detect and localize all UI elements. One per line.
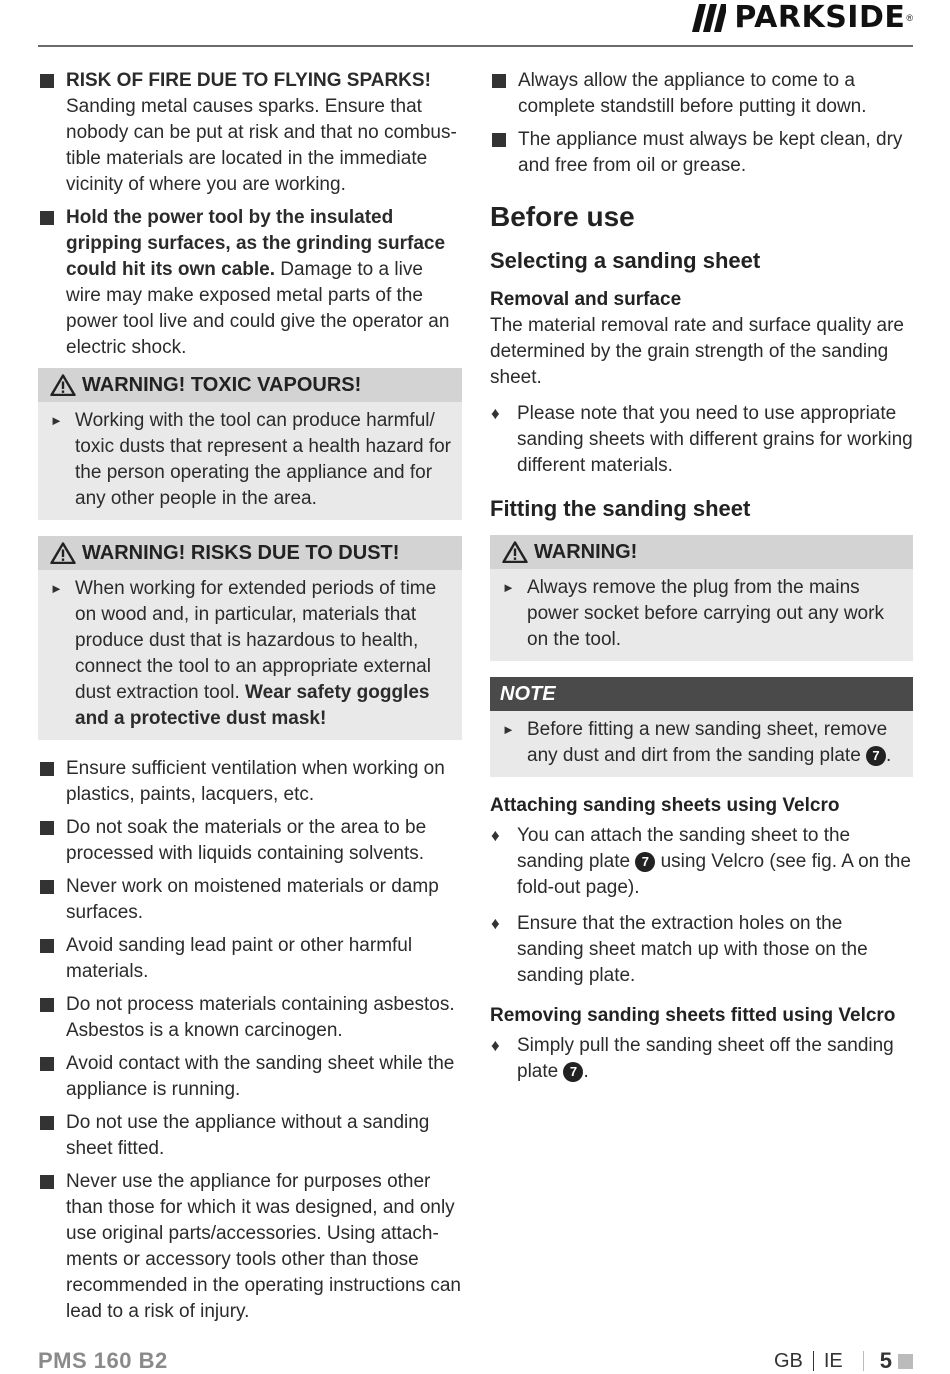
square-bullet-icon (40, 1057, 54, 1071)
header-rule (38, 45, 913, 47)
warning-box-title (38, 536, 462, 570)
item-text: Never work on moistened materials or damp surfaces. (66, 876, 439, 923)
warning-text: When working for extended periods of time on wood and, in particular, materials that produce dust that is hazardous to health, connect the tool to an appropriate external dust extraction tool. (75, 578, 437, 703)
warning-title-text: WARNING! (534, 541, 638, 563)
item-text: Do not process materials containing asbestos. Asbestos is a known carcinogen. (66, 994, 455, 1041)
list-item (38, 815, 462, 867)
right-column (490, 68, 913, 1095)
page-number: 5 (879, 1348, 892, 1373)
item-text: Please note that you need to use appropriate sanding sheets with different grains for working different materials. (517, 403, 913, 476)
part-number-badge: 7 (563, 1062, 583, 1082)
list-item (38, 874, 462, 926)
item-bold: RISK OF FIRE DUE TO FLYING SPARKS! (66, 70, 431, 91)
arrow-bullet-icon: ► (50, 413, 63, 428)
note-text: Before fitting a new sanding sheet, remove any dust and dirt from the sanding plate (527, 719, 888, 766)
list-item (38, 756, 462, 808)
footer-model: PMS 160 B2 (38, 1348, 168, 1373)
arrow-bullet-icon: ► (502, 580, 515, 595)
diamond-list-item: ♦ Simply pull the sanding sheet off the sanding plate 7 . (491, 1035, 894, 1082)
square-bullet-icon (492, 133, 506, 147)
square-bullet-icon (40, 211, 54, 225)
diamond-list-item (490, 823, 913, 901)
warning-triangle-icon (502, 541, 528, 563)
diamond-bullet-icon: ♦ (491, 1036, 500, 1055)
footer-page-info (774, 1348, 913, 1374)
item-text: Do not use the appliance without a sanding sheet fitted. (66, 1112, 430, 1159)
item-bold: Hold the power tool by the insulated gripping surfaces, as the grinding surface could hit its own cable. (66, 207, 446, 280)
square-bullet-icon (492, 74, 506, 88)
diamond-bullet-icon: ♦ (491, 914, 500, 933)
footer-separator (813, 1351, 814, 1371)
diamond-bullet-icon: ♦ (491, 404, 500, 423)
warning-triangle-icon (50, 374, 76, 396)
square-bullet-icon (40, 939, 54, 953)
square-bullet-icon (40, 762, 54, 776)
list-item (38, 1051, 462, 1103)
diamond-list-item (490, 911, 913, 989)
list-item (490, 127, 913, 179)
warning-triangle-icon (50, 542, 76, 564)
list-item (38, 1169, 462, 1325)
arrow-bullet-icon: ► (50, 581, 63, 596)
parkside-logo (686, 2, 913, 34)
arrow-bullet-icon: ► (502, 722, 515, 737)
warning-text: Always remove the plug from the mains power socket before carrying out any work on the tool. (527, 577, 884, 650)
square-bullet-icon (40, 1175, 54, 1189)
logo-stripes-icon (686, 4, 726, 32)
item-text: Avoid sanding lead paint or other harmful materials. (66, 935, 413, 982)
section-title-before-use: Before use (490, 201, 635, 232)
square-bullet-icon (40, 74, 54, 88)
heading-removing-velcro: Removing sanding sheets fitted using Velcro (490, 1005, 896, 1026)
safety-item-grip (38, 205, 462, 361)
warning-instruction (38, 408, 462, 512)
list-item (38, 992, 462, 1044)
heading-removal-surface: Removal and surface (490, 289, 682, 310)
list-item (38, 933, 462, 985)
note-instruction: ► Before fitting a new sanding sheet, remove any dust and dirt from the sanding plate 7 . (502, 719, 892, 766)
item-text: Never use the appliance for purposes other than those for which it was designed, and only use original parts/accessories. Using attach-ments or accessory tools other than those recommended in the operating instructions can lead to a risk of injury. (66, 1171, 462, 1322)
list-item (490, 68, 913, 120)
subsection-title-selecting: Selecting a sanding sheet (490, 248, 761, 273)
diamond-bullet-icon: ♦ (491, 826, 500, 845)
safety-item-fire (38, 68, 462, 198)
list-item (38, 1110, 462, 1162)
square-bullet-icon (40, 821, 54, 835)
left-column (38, 68, 462, 1332)
note-box (490, 677, 913, 777)
item-text: Always allow the appliance to come to a complete standstill before putting it down. (518, 70, 867, 117)
warning-instruction (490, 575, 913, 653)
warning-box-title (490, 535, 913, 569)
heading-attaching-velcro: Attaching sanding sheets using Velcro (490, 795, 840, 816)
item-text: Avoid contact with the sanding sheet while the appliance is running. (66, 1053, 455, 1100)
square-bullet-icon (40, 1116, 54, 1130)
square-bullet-icon (40, 998, 54, 1012)
warning-text: Working with the tool can produce harmful/ toxic dusts that represent a health hazard for the person operating the appliance and for any other people in the area. (75, 410, 451, 509)
item-text: using Velcro (see fig. A on the fold-out page). (517, 851, 911, 898)
footer-separator (863, 1351, 864, 1371)
part-number-badge: 7 (866, 746, 886, 766)
footer-lang-gb: GB (773, 1349, 803, 1372)
note-title: NOTE (490, 677, 913, 711)
warning-bold-text: Wear safety goggles and a protective dust mask! (75, 682, 430, 729)
square-bullet-icon (40, 880, 54, 894)
warning-box-toxic (38, 368, 462, 520)
item-text: Ensure sufficient ventilation when working on plastics, paints, lacquers, etc. (66, 758, 445, 805)
warning-box-title (38, 368, 462, 402)
diamond-list-item (490, 401, 913, 479)
brand-registered: ® (906, 13, 913, 23)
footer-lang-ie: IE (823, 1349, 843, 1372)
page-marker-icon (898, 1354, 913, 1369)
brand-name: PARKSIDE (734, 0, 906, 35)
paragraph-removal: The material removal rate and surface quality are determined by the grain strength of the sanding sheet. (490, 315, 904, 388)
warning-instruction (38, 576, 462, 732)
item-text: The appliance must always be kept clean, dry and free from oil or grease. (518, 129, 903, 176)
item-text: Sanding metal causes sparks. Ensure that nobody can be put at risk and that no combus-tible materials are located in the immediate vicinity of where you are working. (66, 96, 457, 195)
warning-title-text: WARNING! TOXIC VAPOURS! (82, 374, 362, 396)
item-text: Damage to a live wire may make exposed metal parts of the power tool live and could give the operator an electric shock. (66, 259, 450, 358)
item-text: Do not soak the materials or the area to be processed with liquids containing solvents. (66, 817, 427, 864)
item-text: Simply pull the sanding sheet off the sanding plate (517, 1035, 894, 1082)
item-text: Ensure that the extraction holes on the sanding sheet match up with those on the sanding plate. (517, 913, 868, 986)
item-text: You can attach the sanding sheet to the sanding plate (517, 825, 851, 872)
warning-box-plug (490, 535, 913, 661)
warning-box-dust (38, 536, 462, 740)
part-number-badge: 7 (635, 852, 655, 872)
warning-title-text: WARNING! RISKS DUE TO DUST! (82, 542, 400, 564)
subsection-title-fitting: Fitting the sanding sheet (490, 496, 751, 521)
